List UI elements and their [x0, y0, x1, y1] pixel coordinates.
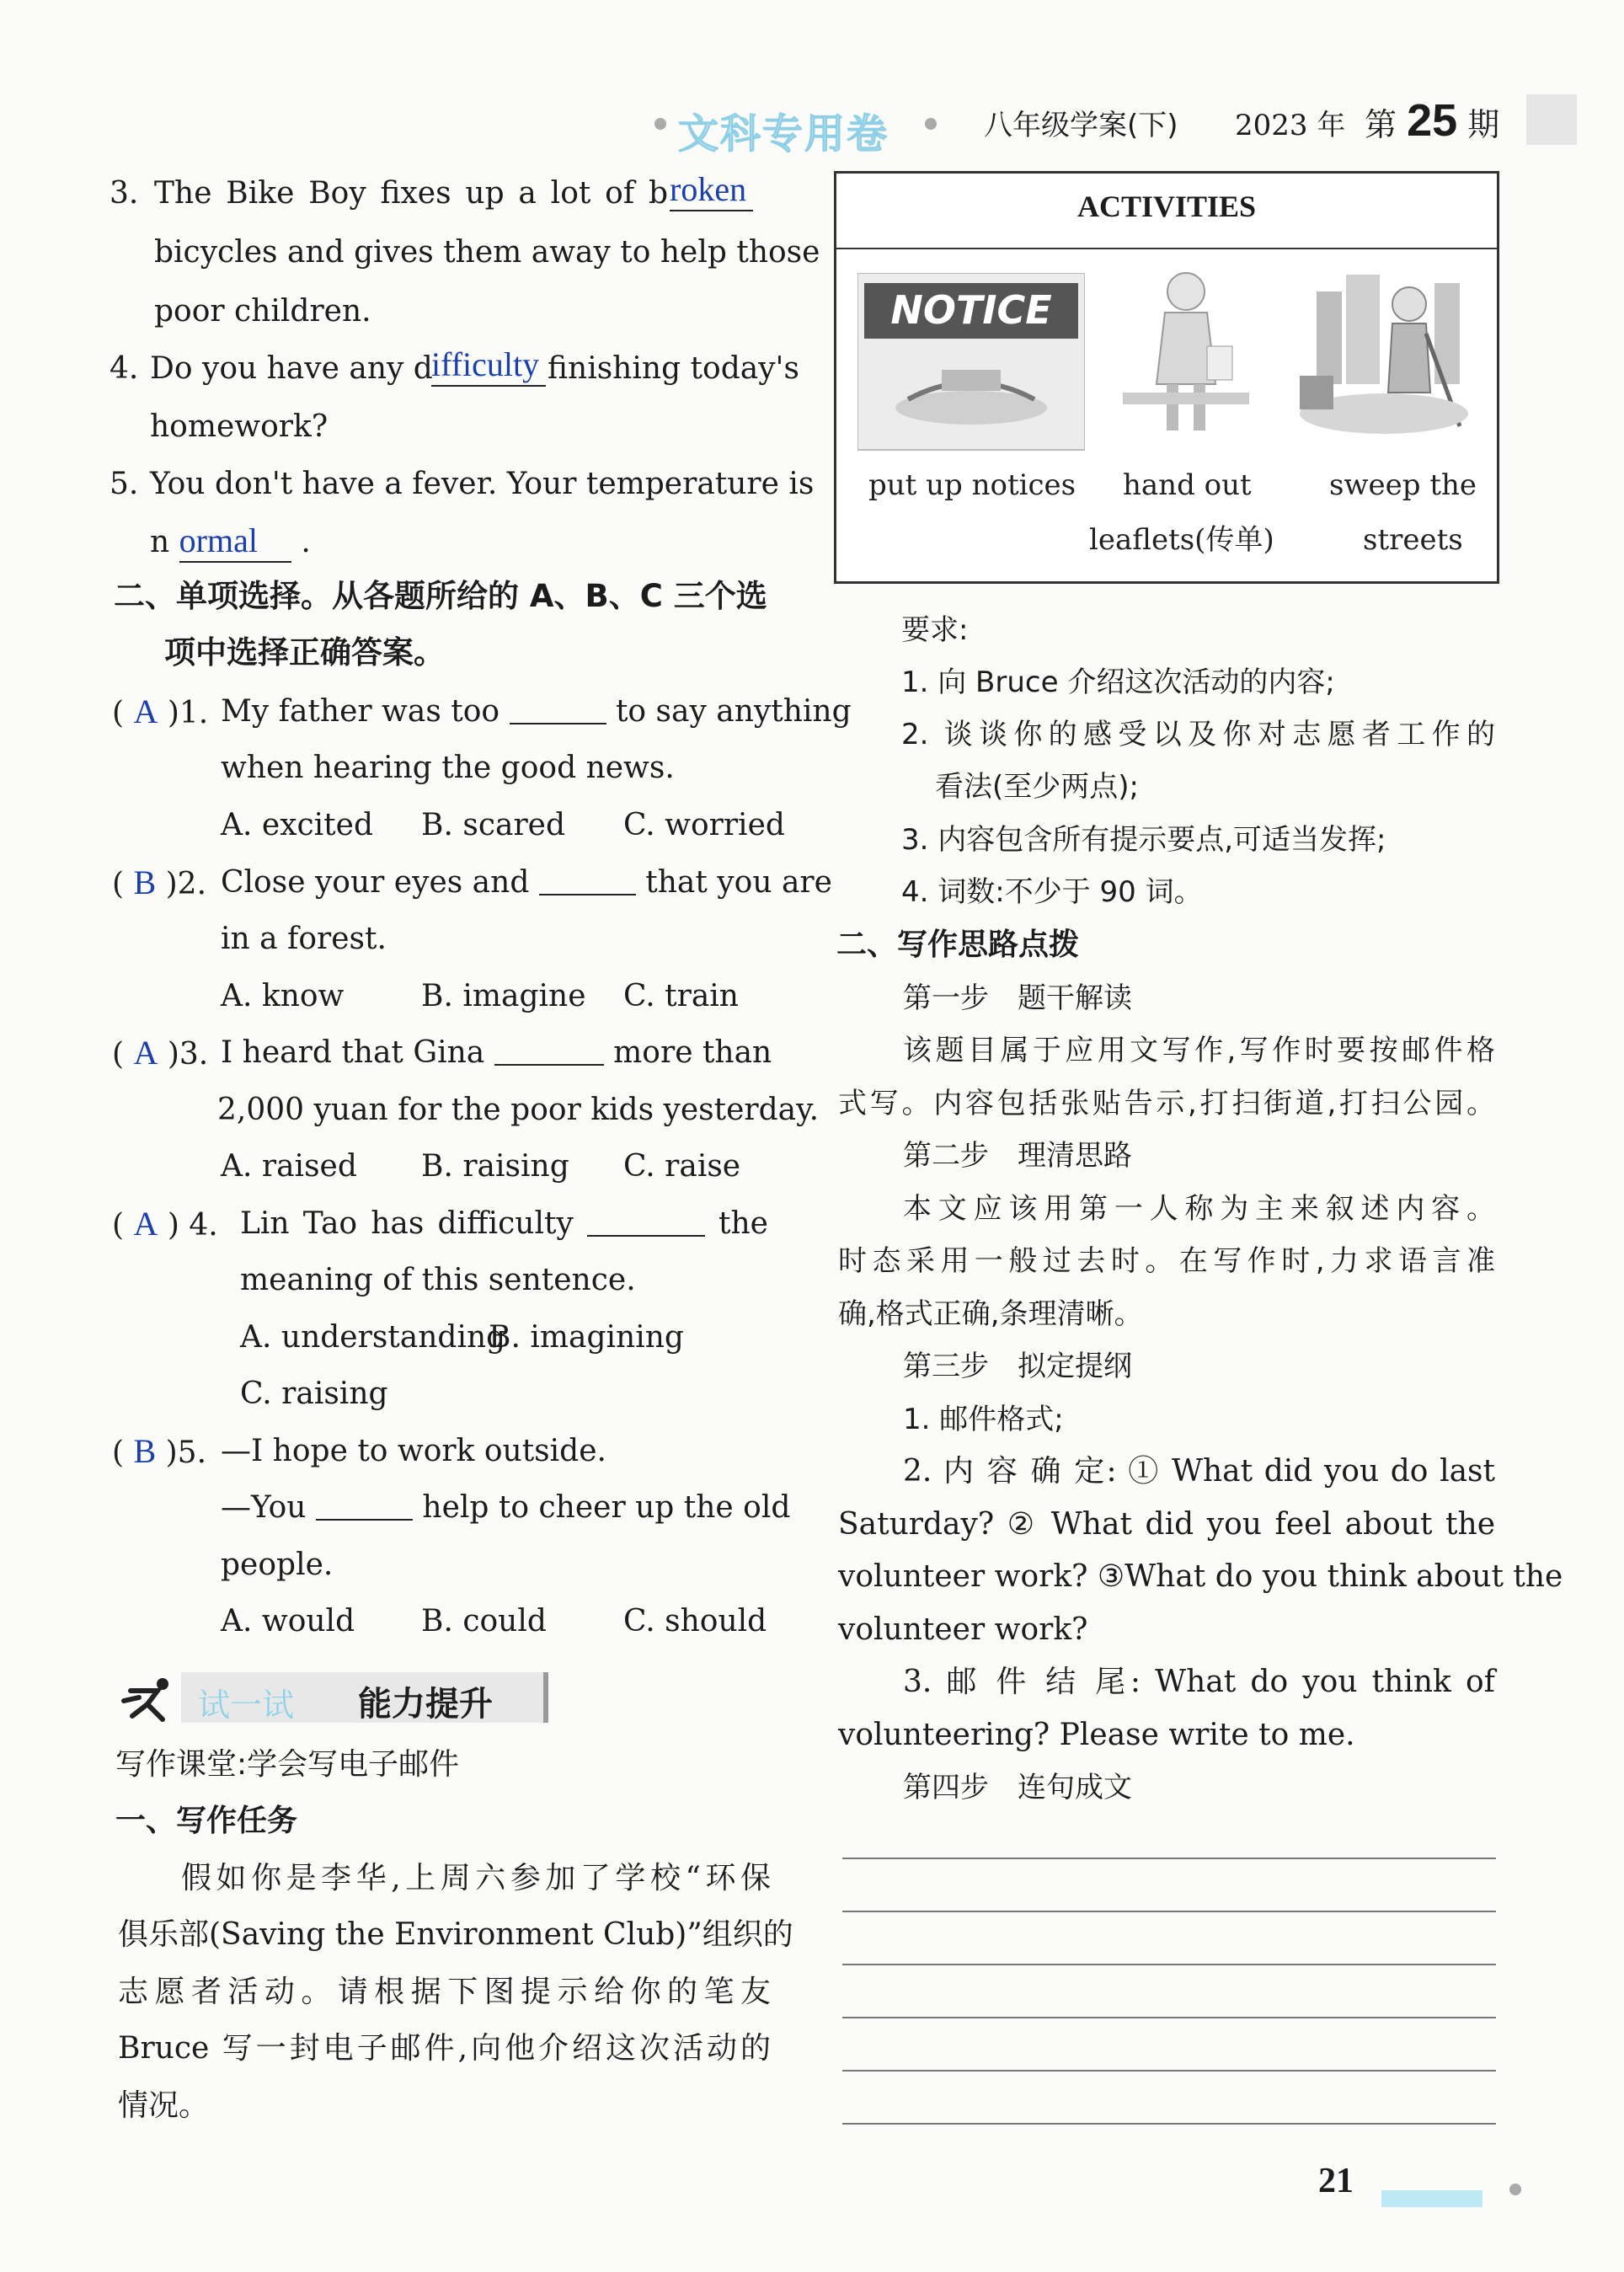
header-dot: [654, 118, 666, 130]
step2-line3: 确,格式正确,条理清晰。: [838, 1297, 1143, 1331]
mc1-stem-b: to say anything: [615, 694, 852, 729]
task-line-2: 俱乐部(Saving the Environment Club)”组织的: [118, 1917, 793, 1952]
page-number: 21: [1318, 2162, 1354, 2200]
task-line-5: 情况。: [118, 2088, 210, 2123]
mc1-opt-c: C. worried: [623, 808, 785, 842]
header-grade: 八年级学案(下): [984, 109, 1178, 142]
q3-line3: poor children.: [154, 294, 371, 329]
writing-line: [842, 1911, 1496, 1912]
mc5-stem2-a: —You: [221, 1490, 307, 1525]
mc2-opt-a: A. know: [221, 979, 345, 1013]
step2-line2: 时态采用一般过去时。在写作时,力求语言准: [838, 1244, 1495, 1278]
mc1-num: )1.: [167, 696, 209, 730]
requirement-2-cont: 看法(至少两点);: [935, 770, 1139, 804]
mc4-stem-a: Lin Tao has difficulty: [240, 1206, 574, 1241]
mc5: ( B )5.: [112, 1432, 207, 1470]
q4-answer-text: ifficulty: [431, 345, 546, 387]
step3-item3: 3. 邮 件 结 尾: What do you think of: [903, 1665, 1495, 1699]
requirement-4: 4. 词数:不少于 90 词。: [901, 875, 1203, 909]
mc4-stem: [240, 1203, 768, 1245]
caption-put-up-notices: put up notices: [868, 468, 1076, 502]
q5-line1: You don't have a fever. Your temperature is: [150, 467, 815, 501]
step3-item2-cont2: volunteer work? ③What do you think about the: [838, 1559, 1563, 1594]
issue-prefix: 第: [1365, 106, 1397, 143]
q3-number: 3.: [110, 176, 139, 211]
mc4-num: ) 4.: [167, 1208, 218, 1243]
mc5-stem2: [221, 1487, 791, 1529]
q3-line2: bicycles and gives them away to help those: [154, 235, 820, 270]
mc3-stem2: 2,000 yuan for the poor kids yesterday.: [217, 1093, 820, 1127]
mc2-opt-b: B. imagine: [421, 979, 586, 1013]
writing-line: [842, 1964, 1496, 1965]
issue-number: 25: [1407, 95, 1458, 146]
mc4-stem2: meaning of this sentence.: [240, 1263, 636, 1297]
header-dot: [925, 118, 937, 130]
mc3-stem-a: I heard that Gina: [221, 1035, 485, 1070]
mc5-stem1: —I hope to work outside.: [221, 1434, 606, 1468]
task-line-4: Bruce 写一封电子邮件,向他介绍这次活动的: [118, 2031, 771, 2066]
section2-title: 二、单项选择。从各题所给的 A、B、C 三个选: [114, 578, 767, 614]
notice-picture: [857, 273, 1085, 627]
q4-answer: [431, 344, 546, 388]
mc3-blank: [494, 1034, 604, 1066]
mc3-answer: A: [133, 1034, 158, 1072]
q4-stem-end: finishing today's: [548, 351, 799, 386]
task-line-3: 志愿者活动。请根据下图提示给你的笔友: [118, 1975, 771, 2009]
mc1-stem2: when hearing the good news.: [221, 751, 675, 785]
q4-number: 4.: [110, 351, 139, 386]
caption-streets: streets: [1363, 523, 1463, 557]
mc4-stem-b: the: [719, 1206, 768, 1241]
mc3-num: )3.: [167, 1037, 209, 1072]
mc1: ( A )1.: [112, 692, 209, 730]
mc4-opt-a: A. understanding: [240, 1320, 506, 1355]
mc5-answer: B: [133, 1432, 157, 1470]
header-issue: [1365, 95, 1500, 146]
runner-icon: [114, 1672, 177, 1723]
step1-line1: 该题目属于应用文写作,写作时要按邮件格: [903, 1034, 1495, 1067]
writing-class-title: 写作课堂:学会写电子邮件: [115, 1747, 460, 1782]
mc5-stem3: people.: [221, 1548, 334, 1582]
q5-n: n: [150, 525, 170, 559]
q3-answer: [670, 168, 753, 212]
header-year: 2023 年: [1235, 109, 1346, 142]
mc2-stem: [221, 862, 832, 904]
tryit-title: 能力提升: [358, 1685, 493, 1724]
tryit-banner: [114, 1672, 543, 1724]
step3-item1: 1. 邮件格式;: [903, 1403, 1064, 1436]
guide-step3: 第三步 拟定提纲: [903, 1350, 1132, 1383]
mc1-stem-a: My father was too: [221, 694, 500, 729]
activities-divider: [836, 248, 1497, 249]
mc4: ( A ) 4.: [112, 1205, 218, 1243]
footer-dot: [1509, 2184, 1521, 2195]
writing-line: [842, 2017, 1496, 2018]
mc2-num: )2.: [165, 867, 207, 901]
activities-box: [834, 171, 1499, 584]
mc2-opt-c: C. train: [623, 979, 739, 1013]
header-brand: 文科专用卷: [678, 110, 889, 158]
q3-answer-text: roken: [670, 170, 753, 211]
mc3-opt-b: B. raising: [421, 1149, 569, 1184]
writing-task-heading: 一、写作任务: [115, 1804, 298, 1838]
step3-item2-cont1: Saturday? ② What did you feel about the: [838, 1507, 1495, 1542]
mc1-stem: [221, 691, 852, 733]
mc2: ( B )2.: [112, 863, 207, 901]
mc3-stem-b: more than: [613, 1035, 772, 1070]
step2-line1: 本文应该用第一人称为主来叙述内容。: [903, 1192, 1495, 1226]
mc2-stem-a: Close your eyes and: [221, 865, 530, 900]
caption-sweep-the: sweep the: [1329, 468, 1477, 502]
guide-step4: 第四步 连句成文: [903, 1771, 1132, 1804]
requirement-2: 2. 谈谈你的感受以及你对志愿者工作的: [901, 718, 1495, 751]
leaflet-girl-picture: [1123, 266, 1249, 620]
mc2-answer: B: [133, 863, 157, 901]
task-line-1: 假如你是李华,上周六参加了学校“环保: [181, 1861, 771, 1895]
mc2-stem2: in a forest.: [221, 922, 387, 956]
header-corner-block: [1526, 94, 1577, 145]
tryit-label: 试一试: [198, 1687, 295, 1724]
mc3-opt-c: C. raise: [623, 1149, 741, 1184]
mc5-opt-c: C. should: [623, 1604, 767, 1639]
q3-line1: [154, 173, 668, 215]
activities-title: ACTIVITIES: [1076, 190, 1257, 223]
mc4-blank: [587, 1205, 705, 1237]
mc4-answer: A: [133, 1205, 158, 1243]
mc2-blank: [539, 863, 636, 895]
guide-step2: 第二步 理清思路: [903, 1139, 1132, 1173]
mc1-opt-a: A. excited: [221, 808, 373, 842]
page-tab: [1381, 2190, 1482, 2207]
step3-item2-cont3: volunteer work?: [838, 1612, 1088, 1647]
mc5-stem2-b: help to cheer up the old: [422, 1490, 791, 1525]
writing-line: [842, 1858, 1496, 1859]
caption-leaflets: leaflets(传单): [1089, 523, 1274, 557]
mc3: ( A )3.: [112, 1034, 209, 1072]
mc5-num: )5.: [165, 1435, 207, 1470]
requirements-heading: 要求:: [901, 613, 969, 647]
q5-line2: [150, 520, 311, 564]
mc2-stem-b: that you are: [645, 865, 832, 900]
step3-item2: 2. 内 容 确 定: ① What did you do last: [903, 1454, 1495, 1489]
mc1-blank: [510, 692, 606, 724]
mc4-opt-c: C. raising: [240, 1377, 388, 1411]
mc4-opt-b: B. imagining: [489, 1320, 684, 1355]
q3-text: The Bike Boy fixes up a lot of b: [154, 176, 668, 211]
requirement-1: 1. 向 Bruce 介绍这次活动的内容;: [901, 666, 1335, 699]
guide-step1: 第一步 题干解读: [903, 981, 1132, 1015]
mc5-opt-b: B. could: [421, 1604, 547, 1639]
mc5-opt-a: A. would: [221, 1604, 355, 1639]
mc1-opt-b: B. scared: [421, 808, 565, 842]
mc1-answer: A: [133, 692, 158, 730]
issue-suffix: 期: [1467, 106, 1500, 143]
q5-answer-text: ormal: [179, 521, 291, 563]
caption-hand-out: hand out: [1123, 468, 1252, 502]
mc3-opt-a: A. raised: [221, 1149, 357, 1184]
guide-heading: 二、写作思路点拨: [836, 928, 1080, 962]
mc3-stem: [221, 1032, 772, 1074]
step3-item3-cont: volunteering? Please write to me.: [838, 1718, 1355, 1752]
section2-title-line2: 项中选择正确答案。: [164, 634, 445, 671]
q4-line2: homework?: [150, 409, 329, 444]
notice-word: NOTICE: [890, 287, 1052, 333]
writing-line: [842, 2123, 1496, 2125]
q5-number: 5.: [110, 467, 139, 501]
requirement-3: 3. 内容包含所有提示要点,可适当发挥;: [901, 823, 1386, 857]
q4-stem: Do you have any d: [150, 351, 433, 386]
writing-line: [842, 2070, 1496, 2072]
mc5-blank: [316, 1489, 413, 1521]
q5-period: .: [301, 525, 311, 559]
step1-line2: 式写。内容包括张贴告示,打扫街道,打扫公园。: [838, 1087, 1495, 1120]
